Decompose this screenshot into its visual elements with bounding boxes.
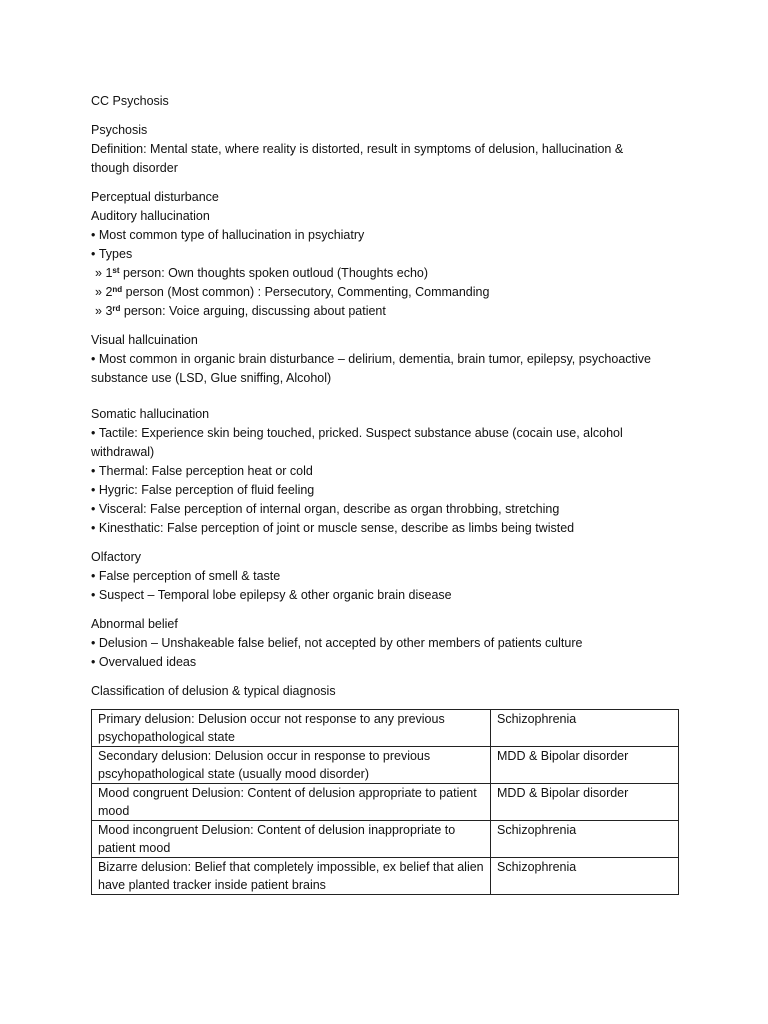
list-item: » 3rd person: Voice arguing, discussing about patient (91, 302, 691, 321)
list-item: • Hygric: False perception of fluid feeling (91, 481, 691, 500)
list-item: • Kinesthatic: False perception of joint or muscle sense, describe as limbs being twisted (91, 519, 691, 538)
table-row (92, 858, 679, 895)
table-cell: Mood incongruent Delusion: Content of delusion inappropriate to patient mood (92, 821, 491, 858)
list-item: • False perception of smell & taste (91, 567, 691, 586)
list-item: • Thermal: False perception heat or cold (91, 462, 691, 481)
psychosis-heading: Psychosis (91, 123, 148, 137)
table-row (92, 784, 679, 821)
table-cell: Primary delusion: Delusion occur not response to any previous psychopathological state (92, 710, 491, 747)
table-cell: MDD & Bipolar disorder (491, 747, 679, 784)
list-item: • Most common in organic brain disturbance – delirium, dementia, brain tumor, epilepsy, psychoactive substance use (LSD, Glue sniffing, Alcohol) (91, 350, 657, 388)
perceptual-heading: Perceptual disturbance (91, 190, 219, 204)
olfactory-heading: Olfactory (91, 550, 142, 564)
classification-heading: Classification of delusion & typical diagnosis (91, 684, 336, 698)
list-item: • Overvalued ideas (91, 653, 691, 672)
list-item: » 1st person: Own thoughts spoken outloud (Thoughts echo) (91, 264, 691, 283)
list-item: • Visceral: False perception of internal organ, describe as organ throbbing, stretching (91, 500, 691, 519)
table-row (92, 710, 679, 747)
list-item: • Types (91, 245, 691, 264)
table-cell: Mood congruent Delusion: Content of delusion appropriate to patient mood (92, 784, 491, 821)
table-row (92, 747, 679, 784)
table-cell: Bizarre delusion: Belief that completely impossible, ex belief that alien have planted tracker inside patient brains (92, 858, 491, 895)
table-cell: Schizophrenia (491, 821, 679, 858)
somatic-heading: Somatic hallucination (91, 407, 210, 421)
classification-table (91, 709, 679, 895)
list-item: • Suspect – Temporal lobe epilepsy & other organic brain disease (91, 586, 691, 605)
list-item: • Delusion – Unshakeable false belief, not accepted by other members of patients culture (91, 634, 691, 653)
list-item: • Most common type of hallucination in psychiatry (91, 226, 691, 245)
auditory-heading: Auditory hallucination (91, 209, 210, 223)
table-cell: Schizophrenia (491, 710, 679, 747)
table-cell: MDD & Bipolar disorder (491, 784, 679, 821)
abnormal-belief-heading: Abnormal belief (91, 617, 178, 631)
table-row (92, 821, 679, 858)
list-item: » 2nd person (Most common) : Persecutory, Commenting, Commanding (91, 283, 691, 302)
document-title: CC Psychosis (91, 94, 169, 108)
document-page (91, 92, 691, 895)
visual-heading: Visual hallcuination (91, 333, 198, 347)
list-item: • Tactile: Experience skin being touched, pricked. Suspect substance abuse (cocain use, alcohol withdrawal) (91, 424, 636, 462)
psychosis-definition: Definition: Mental state, where reality is distorted, result in symptoms of delusion, hallucination & though disorder (91, 142, 624, 175)
table-cell: Secondary delusion: Delusion occur in response to previous pscyhopathological state (usually mood disorder) (92, 747, 491, 784)
table-cell: Schizophrenia (491, 858, 679, 895)
